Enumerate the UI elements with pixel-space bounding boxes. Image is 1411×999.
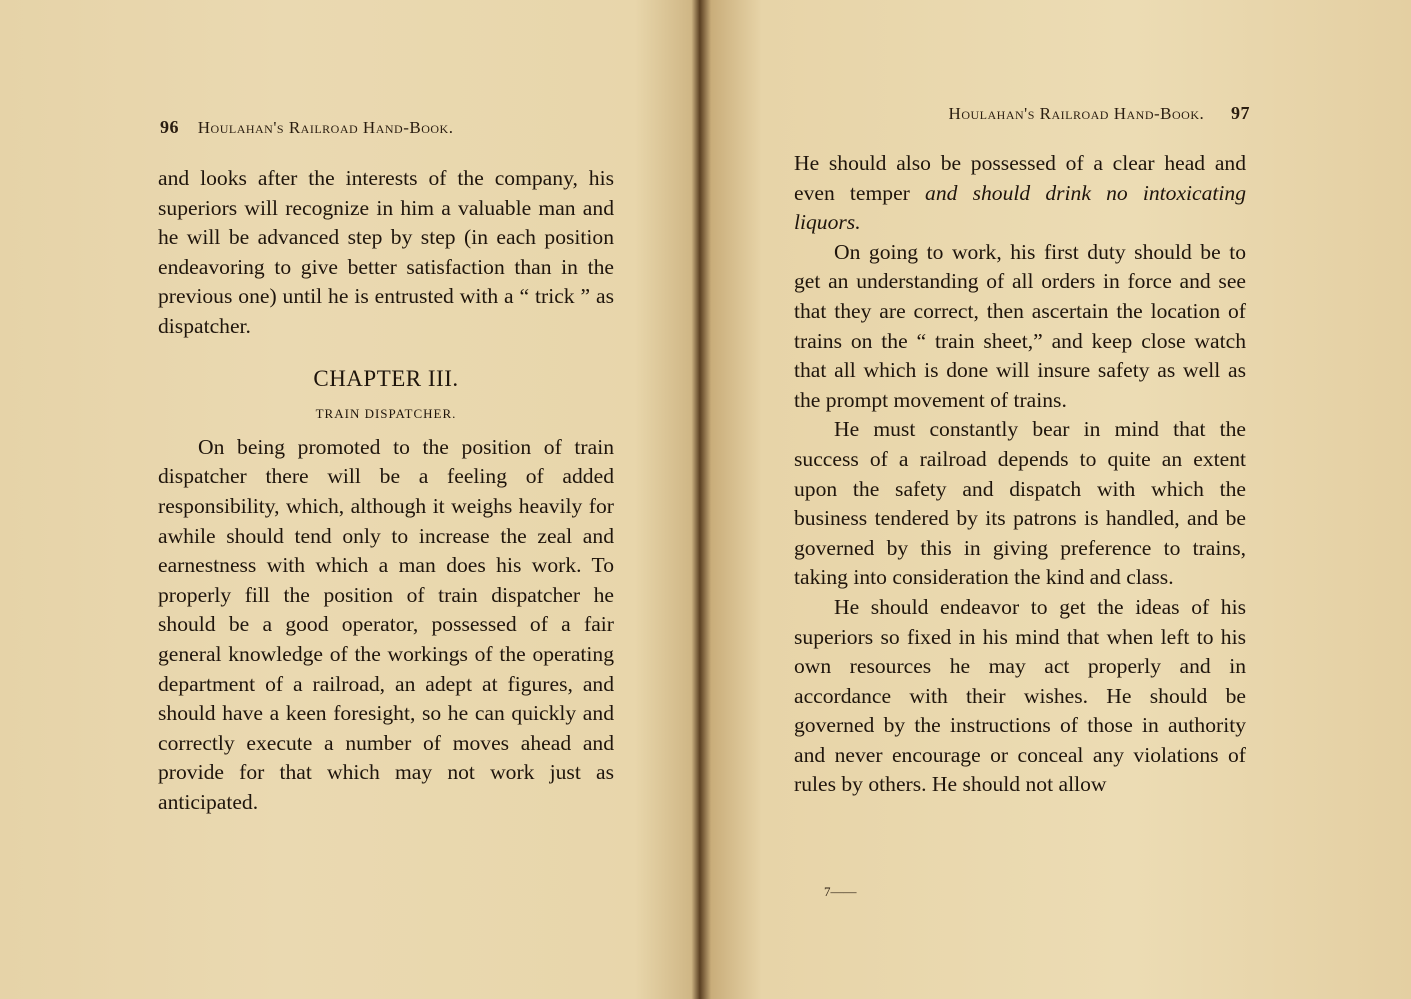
- page-number-left: 96: [160, 117, 179, 137]
- paragraph: On being promoted to the position of train dispatcher there will be a feeling of added responsibility, which, although it weighs heavily for awhile should tend only to increase the zeal and earnestness with which a man does his work. To properly fill the position of train dispatcher he should be a good operator, possessed of a fair general knowledge of the workings of the operating department of a railroad, an adept at figures, and should have a keen foresight, so he can quickly and correctly execute a number of moves ahead and provide for that which may not work just as anticipated.: [158, 434, 614, 814]
- running-head-left: [160, 117, 610, 138]
- right-page-body: [794, 149, 1246, 800]
- running-head-right: [845, 103, 1250, 124]
- left-page: [0, 0, 700, 999]
- running-head-title-right: Houlahan's Railroad Hand-Book.: [948, 104, 1205, 123]
- paragraph: On going to work, his first duty should be to get an understanding of all orders in force and see that they are correct, then ascertain the location of trains on the “ train sheet,” and keep close watch that all which is done will insure safety as well as the prompt movement of trains.: [794, 239, 1246, 412]
- page-number-right: 97: [1231, 103, 1250, 123]
- paragraph: He should endeavor to get the ideas of his superiors so fixed in his mind that when left to his own resources he may act properly and in accordance with their wishes. He should be governed by the instructions of those in authority and never encourage or conceal any violations of rules by others. He should not allow: [794, 594, 1246, 797]
- paragraph: [794, 149, 1246, 238]
- paragraph-text: He should also be possessed of a clear head and even temper: [794, 151, 1246, 205]
- paragraph: and looks after the interests of the company, his superiors will recognize in him a valuable man and he will be advanced step by step (in each position endeavoring to give better satisfaction than in the previous one) until he is entrusted with a “ trick ” as dispatcher.: [158, 166, 614, 338]
- italic-emphasis: and should drink no intoxicating liquors.: [794, 180, 1246, 235]
- right-page: [708, 0, 1411, 999]
- left-page-body: [158, 164, 614, 817]
- signature-mark: 7——: [824, 884, 857, 899]
- chapter-subtitle: TRAIN DISPATCHER.: [315, 406, 457, 422]
- chapter-title: CHAPTER III.: [313, 365, 459, 391]
- running-head-title-left: Houlahan's Railroad Hand-Book.: [197, 118, 454, 137]
- paragraph: He must constantly bear in mind that the success of a railroad depends to quite an extent upon the safety and dispatch with which the business tendered by its patrons is handled, and be governed by this in giving preference to trains, taking into consideration the kind and class.: [794, 417, 1246, 590]
